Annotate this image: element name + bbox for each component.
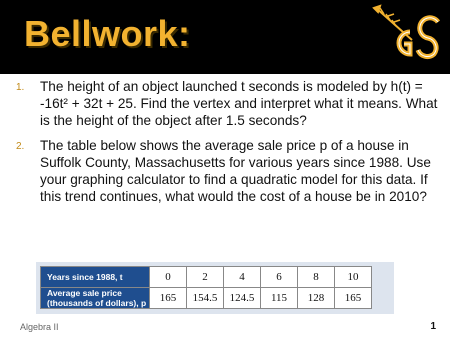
row-header: Years since 1988, t — [41, 267, 150, 288]
table-cell: 128 — [298, 288, 335, 309]
list-item — [16, 137, 440, 205]
page-number: 1 — [430, 321, 436, 332]
table-cell: 115 — [261, 288, 298, 309]
item-text: The table below shows the average sale price p of a house in Suffolk County, Massachusetts for various years since 1988. Use your graphing calculator to find a quadratic model for this data. If this trend continues, what would the cost of a house be in 2010? — [40, 138, 431, 204]
slide-title: Bellwork: — [24, 13, 191, 54]
table-row — [41, 288, 372, 309]
bellwork-list — [16, 78, 440, 213]
table-cell: 10 — [335, 267, 372, 288]
house-price-table — [40, 266, 372, 309]
footer-course: Algebra II — [20, 322, 59, 332]
item-number: 1. — [16, 82, 25, 93]
row-header: Average sale price (thousands of dollars), p — [41, 288, 150, 309]
table-cell: 165 — [335, 288, 372, 309]
table-cell: 124.5 — [224, 288, 261, 309]
table-cell: 154.5 — [187, 288, 224, 309]
table-cell: 8 — [298, 267, 335, 288]
item-text: The height of an object launched t seconds is modeled by h(t) = -16t² + 32t + 25. Find the vertex and interpret what it means. What is the height of the object after 1.5 seconds? — [40, 79, 438, 128]
school-logo-icon — [364, 2, 446, 72]
table-cell: 4 — [224, 267, 261, 288]
table-row — [41, 267, 372, 288]
table-cell: 2 — [187, 267, 224, 288]
table-cell: 6 — [261, 267, 298, 288]
item-number: 2. — [16, 141, 25, 152]
list-item — [16, 78, 440, 129]
table-cell: 165 — [150, 288, 187, 309]
title-bar — [0, 0, 450, 74]
table-cell: 0 — [150, 267, 187, 288]
